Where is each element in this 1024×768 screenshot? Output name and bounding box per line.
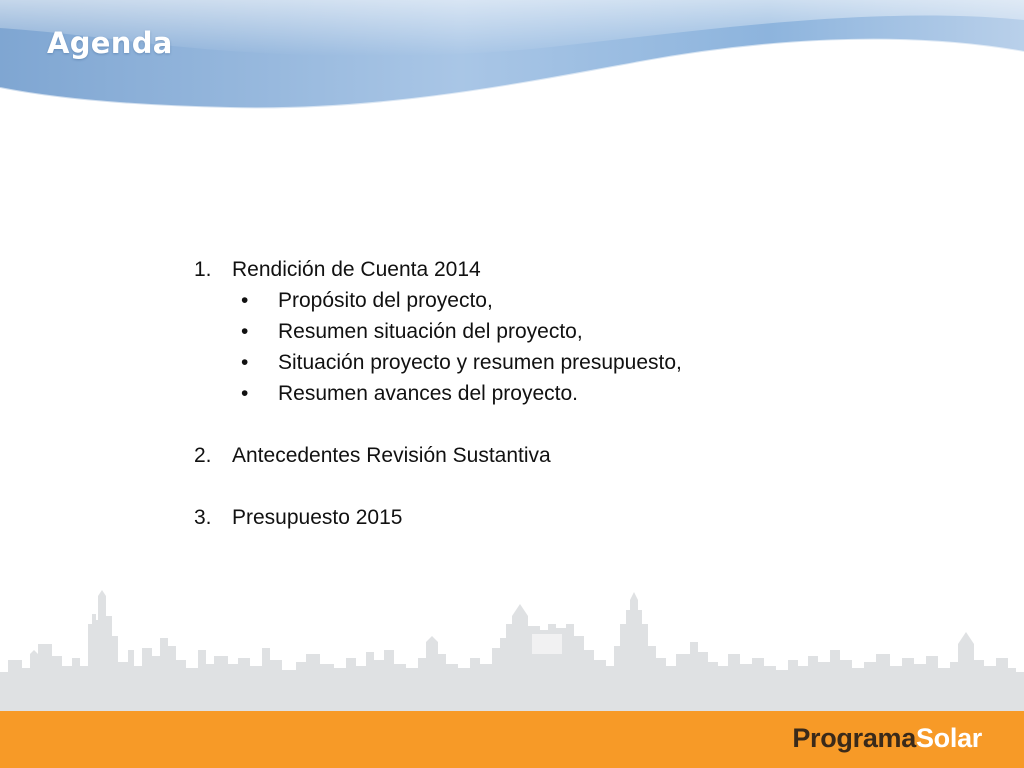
agenda-subitem-label: Situación proyecto y resumen presupuesto,: [278, 351, 682, 374]
bullet-icon: •: [241, 382, 249, 405]
agenda-list: [194, 254, 682, 533]
agenda-subitem: [194, 378, 682, 409]
agenda-subitem: [194, 347, 682, 378]
sky-header-background: [0, 0, 1024, 130]
agenda-item-1: [194, 254, 682, 285]
bullet-icon: •: [241, 351, 249, 374]
agenda-subitem-label: Propósito del proyecto,: [278, 289, 493, 312]
agenda-subitem-label: Resumen avances del proyecto.: [278, 382, 578, 405]
agenda-subitem-label: Resumen situación del proyecto,: [278, 320, 583, 343]
agenda-item-label: Antecedentes Revisión Sustantiva: [232, 444, 551, 467]
agenda-item-label: Rendición de Cuenta 2014: [232, 258, 481, 281]
agenda-item-number: 1.: [194, 258, 212, 281]
agenda-item-label: Presupuesto 2015: [232, 506, 403, 529]
logo-text-programa: Programa: [792, 723, 916, 753]
agenda-subitem: [194, 285, 682, 316]
slide-title: Agenda: [47, 26, 173, 60]
spacer: [194, 409, 682, 440]
city-skyline-graphic: [0, 580, 1024, 712]
agenda-subitem: [194, 316, 682, 347]
footer-bar: [0, 711, 1024, 768]
logo-text-solar: Solar: [915, 723, 982, 753]
agenda-item-number: 3.: [194, 506, 212, 529]
agenda-sublist: [194, 285, 682, 409]
agenda-item-2: [194, 440, 682, 471]
agenda-item-number: 2.: [194, 444, 212, 467]
bullet-icon: •: [241, 289, 249, 312]
agenda-item-3: [194, 502, 682, 533]
spacer: [194, 471, 682, 502]
programa-solar-logo: [792, 723, 982, 754]
bullet-icon: •: [241, 320, 249, 343]
